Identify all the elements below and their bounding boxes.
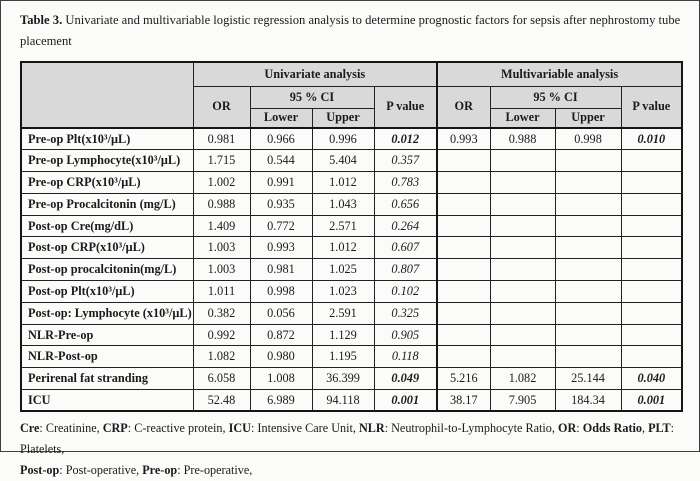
table-row	[21, 150, 682, 172]
multi-pvalue-cell: 0.001	[621, 390, 682, 412]
uni-pvalue-cell: 0.012	[374, 128, 437, 150]
multi-pvalue-cell	[621, 193, 682, 215]
multi-pvalue-cell	[621, 215, 682, 237]
row-label: Perirenal fat stranding	[21, 368, 193, 390]
uni-pvalue-header: P value	[374, 86, 437, 128]
uni-or-cell: 52.48	[193, 390, 250, 412]
multi-lower-header: Lower	[490, 108, 555, 128]
table-row	[21, 302, 682, 324]
uni-lower-cell: 1.008	[250, 368, 312, 390]
uni-upper-cell: 36.399	[312, 368, 374, 390]
uni-upper-cell: 1.129	[312, 324, 374, 346]
multi-pvalue-cell: 0.010	[621, 128, 682, 150]
uni-upper-cell: 94.118	[312, 390, 374, 412]
footnote-text: : Platelets,	[20, 421, 675, 457]
multi-upper-cell: 25.144	[555, 368, 621, 390]
multi-lower-cell	[490, 281, 555, 303]
footnote-abbreviation: Pre-op	[142, 463, 178, 478]
footnote-text: :	[576, 421, 583, 436]
multi-pvalue-cell	[621, 324, 682, 346]
multi-pvalue-cell: 0.040	[621, 368, 682, 390]
multi-or-cell	[437, 281, 490, 303]
multi-or-cell	[437, 346, 490, 368]
uni-or-cell: 1.409	[193, 215, 250, 237]
uni-lower-cell: 0.998	[250, 281, 312, 303]
uni-pvalue-cell: 0.102	[374, 281, 437, 303]
multi-pvalue-header: P value	[621, 86, 682, 128]
uni-upper-cell: 1.043	[312, 193, 374, 215]
multi-upper-cell	[555, 281, 621, 303]
footnote-line	[20, 418, 693, 460]
table-row	[21, 128, 682, 150]
uni-upper-cell: 2.571	[312, 215, 374, 237]
multi-lower-cell	[490, 193, 555, 215]
uni-lower-cell: 0.980	[250, 346, 312, 368]
footnote-abbreviation: Cre	[20, 421, 40, 436]
multi-pvalue-cell	[621, 259, 682, 281]
univariate-group-header: Univariate analysis	[193, 62, 437, 86]
multi-lower-cell	[490, 346, 555, 368]
multi-or-cell	[437, 259, 490, 281]
footnote-text: ,	[641, 421, 649, 436]
multi-upper-cell	[555, 237, 621, 259]
footnote-line	[20, 460, 693, 481]
multi-or-cell	[437, 302, 490, 324]
multi-or-cell: 38.17	[437, 390, 490, 412]
uni-pvalue-cell: 0.049	[374, 368, 437, 390]
row-label: Post-op CRP(x10³/μL)	[21, 237, 193, 259]
uni-pvalue-cell: 0.001	[374, 390, 437, 412]
row-label: Post-op: Lymphocyte (x10³/μL)	[21, 302, 193, 324]
multi-lower-cell	[490, 324, 555, 346]
multi-upper-cell	[555, 346, 621, 368]
uni-or-cell: 0.382	[193, 302, 250, 324]
uni-or-cell: 0.992	[193, 324, 250, 346]
multi-lower-cell: 1.082	[490, 368, 555, 390]
table-row	[21, 215, 682, 237]
uni-lower-cell: 0.056	[250, 302, 312, 324]
footnote-text: : Pre-operative,	[177, 463, 253, 478]
multi-lower-cell: 0.988	[490, 128, 555, 150]
footnote-text: : C-reactive protein,	[127, 421, 229, 436]
footnote-abbreviation: ICU	[228, 421, 251, 436]
table-row	[21, 281, 682, 303]
table-row	[21, 193, 682, 215]
uni-lower-cell: 0.872	[250, 324, 312, 346]
uni-upper-header: Upper	[312, 108, 374, 128]
row-label: ICU	[21, 390, 193, 412]
table-row	[21, 390, 682, 412]
uni-upper-cell: 1.012	[312, 237, 374, 259]
table-row	[21, 324, 682, 346]
uni-lower-header: Lower	[250, 108, 312, 128]
row-label: Post-op procalcitonin(mg/L)	[21, 259, 193, 281]
table-row	[21, 346, 682, 368]
uni-upper-cell: 1.195	[312, 346, 374, 368]
row-label: NLR-Post-op	[21, 346, 193, 368]
uni-upper-cell: 1.012	[312, 172, 374, 194]
footnote-text: : Intensive Care Unit,	[250, 421, 359, 436]
uni-or-cell: 1.002	[193, 172, 250, 194]
footnote-abbreviation: Post-op	[20, 463, 60, 478]
uni-upper-cell: 0.996	[312, 128, 374, 150]
multi-lower-cell	[490, 215, 555, 237]
footnote-text: : Creatinine,	[39, 421, 103, 436]
uni-pvalue-cell: 0.325	[374, 302, 437, 324]
multi-pvalue-cell	[621, 281, 682, 303]
uni-lower-cell: 0.772	[250, 215, 312, 237]
multi-upper-cell	[555, 172, 621, 194]
multi-upper-cell	[555, 302, 621, 324]
table-row	[21, 237, 682, 259]
footnote-abbreviation: Odds Ratio	[582, 421, 642, 436]
uni-upper-cell: 1.025	[312, 259, 374, 281]
footnote-abbreviation: PLT	[648, 421, 671, 436]
uni-pvalue-cell: 0.264	[374, 215, 437, 237]
multi-lower-cell	[490, 172, 555, 194]
uni-ci-header: 95 % CI	[250, 86, 374, 108]
uni-or-cell: 1.003	[193, 259, 250, 281]
footnote-text: : Neutrophil-to-Lymphocyte Ratio,	[384, 421, 558, 436]
multi-upper-cell: 184.34	[555, 390, 621, 412]
multi-pvalue-cell	[621, 346, 682, 368]
multi-upper-cell	[555, 259, 621, 281]
row-label: Post-op Plt(x10³/μL)	[21, 281, 193, 303]
multi-or-cell	[437, 172, 490, 194]
multi-or-cell: 5.216	[437, 368, 490, 390]
uni-or-cell: 1.082	[193, 346, 250, 368]
row-label: Pre-op Plt(x10³/μL)	[21, 128, 193, 150]
multi-lower-cell: 7.905	[490, 390, 555, 412]
uni-upper-cell: 5.404	[312, 150, 374, 172]
multi-upper-cell: 0.998	[555, 128, 621, 150]
table-caption	[20, 10, 692, 52]
multi-or-cell	[437, 324, 490, 346]
footnote-abbreviation: OR	[558, 421, 577, 436]
uni-pvalue-cell: 0.783	[374, 172, 437, 194]
uni-pvalue-cell: 0.905	[374, 324, 437, 346]
multi-upper-cell	[555, 193, 621, 215]
uni-pvalue-cell: 0.656	[374, 193, 437, 215]
uni-or-cell: 1.715	[193, 150, 250, 172]
multi-or-cell	[437, 193, 490, 215]
row-label: Post-op Cre(mg/dL)	[21, 215, 193, 237]
multi-lower-cell	[490, 237, 555, 259]
table-row	[21, 368, 682, 390]
multi-lower-cell	[490, 302, 555, 324]
footnote	[20, 418, 693, 481]
uni-lower-cell: 0.935	[250, 193, 312, 215]
multi-ci-header: 95 % CI	[490, 86, 621, 108]
uni-or-cell: 1.011	[193, 281, 250, 303]
multi-pvalue-cell	[621, 302, 682, 324]
uni-or-cell: 6.058	[193, 368, 250, 390]
multivariable-group-header: Multivariable analysis	[437, 62, 682, 86]
uni-lower-cell: 6.989	[250, 390, 312, 412]
table-row	[21, 259, 682, 281]
uni-lower-cell: 0.966	[250, 128, 312, 150]
regression-table	[20, 61, 683, 412]
uni-lower-cell: 0.991	[250, 172, 312, 194]
uni-pvalue-cell: 0.357	[374, 150, 437, 172]
multi-pvalue-cell	[621, 237, 682, 259]
multi-or-header: OR	[437, 86, 490, 128]
multi-or-cell	[437, 237, 490, 259]
multi-pvalue-cell	[621, 172, 682, 194]
multi-lower-cell	[490, 150, 555, 172]
table-caption-text: Univariate and multivariable logistic regression analysis to determine prognostic factors for sepsis after nephrostomy tube placement	[20, 13, 681, 48]
footnote-abbreviation: CRP	[102, 421, 128, 436]
uni-pvalue-cell: 0.607	[374, 237, 437, 259]
table-body	[21, 128, 682, 411]
uni-lower-cell: 0.981	[250, 259, 312, 281]
multi-or-cell: 0.993	[437, 128, 490, 150]
multi-or-cell	[437, 215, 490, 237]
uni-or-header: OR	[193, 86, 250, 128]
multi-upper-cell	[555, 150, 621, 172]
uni-pvalue-cell: 0.118	[374, 346, 437, 368]
multi-upper-header: Upper	[555, 108, 621, 128]
uni-pvalue-cell: 0.807	[374, 259, 437, 281]
uni-or-cell: 0.981	[193, 128, 250, 150]
multi-upper-cell	[555, 324, 621, 346]
uni-upper-cell: 2.591	[312, 302, 374, 324]
multi-or-cell	[437, 150, 490, 172]
uni-or-cell: 1.003	[193, 237, 250, 259]
footnote-text: : Post-operative,	[59, 463, 143, 478]
multi-pvalue-cell	[621, 150, 682, 172]
table-row	[21, 172, 682, 194]
row-label: Pre-op Procalcitonin (mg/L)	[21, 193, 193, 215]
table-caption-number: Table 3.	[20, 13, 63, 27]
corner-cell	[21, 62, 193, 128]
table-header	[21, 62, 682, 128]
multi-upper-cell	[555, 215, 621, 237]
row-label: NLR-Pre-op	[21, 324, 193, 346]
uni-lower-cell: 0.544	[250, 150, 312, 172]
uni-lower-cell: 0.993	[250, 237, 312, 259]
uni-or-cell: 0.988	[193, 193, 250, 215]
row-label: Pre-op Lymphocyte(x10³/μL)	[21, 150, 193, 172]
row-label: Pre-op CRP(x10³/μL)	[21, 172, 193, 194]
multi-lower-cell	[490, 259, 555, 281]
footnote-abbreviation: NLR	[358, 421, 385, 436]
uni-upper-cell: 1.023	[312, 281, 374, 303]
